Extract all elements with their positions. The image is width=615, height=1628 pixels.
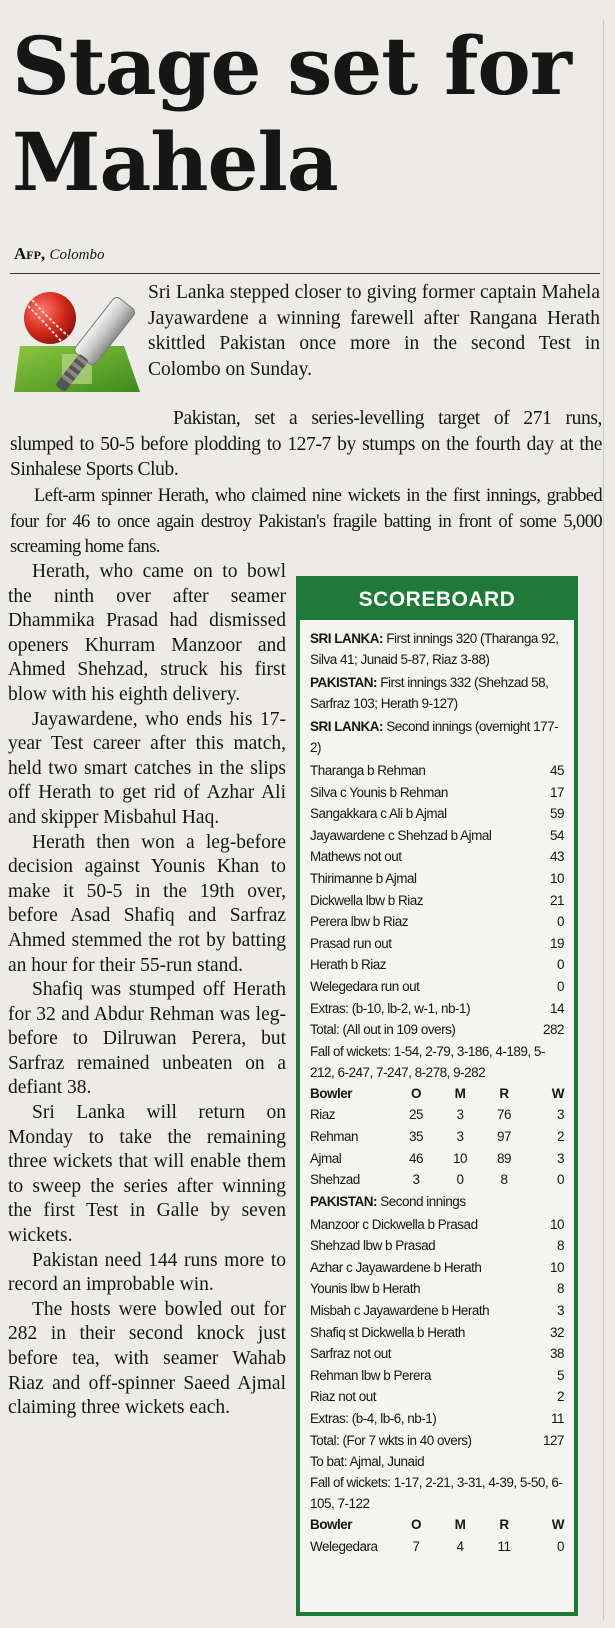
batting-row	[310, 890, 564, 912]
batter-entry: Silva c Younis b Rehman	[310, 784, 448, 800]
scoreboard-box	[296, 576, 578, 1616]
batter-entry: Rehman lbw b Perera	[310, 1367, 432, 1383]
bowling-header-cell: M	[454, 1517, 466, 1533]
batter-entry: Manzoor c Dickwella b Prasad	[310, 1216, 478, 1232]
batting-row	[310, 1365, 564, 1387]
batting-row	[310, 911, 564, 933]
batting-row	[310, 825, 564, 847]
scoreboard-title: SCOREBOARD	[300, 580, 574, 620]
batter-entry: Sangakkara c Ali b Ajmal	[310, 806, 447, 822]
runs: 0	[556, 957, 564, 973]
runs: 32	[549, 1324, 564, 1340]
bowling-cell: Rehman	[310, 1128, 359, 1144]
batting-row	[310, 933, 564, 955]
batting-row	[310, 1214, 564, 1236]
bowling-cell: Welegedara	[310, 1538, 378, 1554]
batting-row	[310, 976, 564, 998]
batter-entry: Mathews not out	[310, 849, 402, 865]
bowling-header-cell: W	[551, 1517, 564, 1533]
bowling-cell: 4	[456, 1538, 464, 1554]
batter-entry: Dickwella lbw b Riaz	[310, 892, 424, 908]
batter-entry: Prasad run out	[310, 935, 392, 951]
byline-agency: Afp,	[14, 244, 46, 263]
bowling-row	[310, 1148, 564, 1170]
runs: 127	[542, 1432, 564, 1448]
batting-row	[310, 1300, 564, 1322]
runs: 59	[549, 806, 564, 822]
bowling-cell: Riaz	[310, 1107, 336, 1123]
article-paragraph: Jayawardene, who ends his 17-year Test career after this match, held two smart catches in the slips off Herath to get rid of Azhar Ali and skipper Misbahul Haq.	[8, 708, 286, 828]
batter-entry: Herath b Riaz	[310, 957, 387, 973]
bowling-cell: 25	[408, 1107, 424, 1123]
batter-entry: Riaz not out	[310, 1389, 377, 1405]
bowling-cell: 35	[408, 1128, 424, 1144]
bowling-header-cell: M	[454, 1085, 466, 1101]
batter-entry: Total: (For 7 wkts in 40 overs)	[310, 1432, 472, 1448]
runs: 3	[556, 1303, 564, 1319]
team-name: PAKISTAN:	[310, 675, 377, 690]
runs: 14	[549, 1000, 564, 1016]
runs: 17	[549, 784, 564, 800]
batting-row	[310, 1235, 564, 1257]
runs: 8	[556, 1281, 564, 1297]
bowling-cell: 97	[496, 1128, 512, 1144]
runs: 282	[542, 1022, 564, 1038]
byline	[14, 244, 104, 264]
to-bat: To bat: Ajmal, Junaid	[310, 1454, 425, 1470]
bowling-row	[310, 1126, 564, 1148]
batter-entry: Perera lbw b Riaz	[310, 914, 409, 930]
runs: 54	[549, 827, 564, 843]
batter-entry: Younis lbw b Herath	[310, 1281, 421, 1297]
bowling-cell: 3	[412, 1172, 420, 1188]
bowling-row	[310, 1169, 564, 1191]
article-paragraph: Shafiq was stumped off Herath for 32 and Abdur Rehman was leg-before to Dilruwan Perera, but Sarfraz remained unbeaten on a defiant 38.	[8, 979, 286, 1099]
byline-city: Colombo	[49, 247, 105, 263]
bowling-header-cell: W	[551, 1085, 564, 1101]
article-paragraph: Pakistan, set a series-levelling target of 271 runs, slumped to 50-5 before plodding to 127-7 by stumps on the fourth day at the Sinhalese Sports Club.	[10, 408, 602, 480]
fall-of-wickets: Fall of wickets: 1-17, 2-21, 3-31, 4-39, 5-50, 6-105, 7-122	[310, 1475, 563, 1512]
bowling-header-cell: O	[410, 1517, 421, 1533]
runs: 8	[556, 1238, 564, 1254]
batting-row	[310, 1322, 564, 1344]
innings-summary: PAKISTAN: First innings 332 (Shehzad 58, Sarfraz 103; Herath 9-127)	[310, 675, 549, 711]
batter-entry: Shafiq st Dickwella b Herath	[310, 1324, 465, 1340]
article-column	[8, 560, 286, 1421]
bowling-header	[310, 1514, 564, 1536]
bowling-cell: 46	[408, 1150, 424, 1166]
column-rule	[603, 20, 604, 1620]
batter-entry: Thirimanne b Ajmal	[310, 870, 417, 886]
runs: 21	[549, 892, 564, 908]
bowling-cell: 10	[452, 1150, 468, 1166]
batter-entry: Total: (All out in 109 overs)	[310, 1022, 456, 1038]
innings-summary: SRI LANKA: First innings 320 (Tharanga 92, Silva 41; Junaid 5-87, Riaz 3-88)	[310, 631, 559, 667]
batting-row	[310, 1019, 564, 1041]
batter-entry: Tharanga b Rehman	[310, 763, 426, 778]
bowling-header-cell: R	[499, 1517, 509, 1533]
bowling-cell: 3	[556, 1107, 564, 1123]
bowling-cell: 0	[556, 1538, 564, 1554]
bowling-header-cell: Bowler	[310, 1517, 353, 1533]
runs: 0	[556, 978, 564, 994]
team-name: SRI LANKA:	[310, 631, 383, 646]
bowling-cell: 2	[556, 1128, 564, 1144]
batting-row	[310, 782, 564, 804]
batter-entry: Sarfraz not out	[310, 1346, 392, 1362]
batter-entry: Misbah c Jayawardene b Herath	[310, 1303, 490, 1319]
batter-entry: Shehzad lbw b Prasad	[310, 1238, 436, 1254]
batting-row	[310, 1278, 564, 1300]
cricket-ball-and-bat-icon	[14, 288, 144, 410]
batting-row	[310, 803, 564, 825]
article-paragraph: Pakistan need 144 runs more to record an improbable win.	[8, 1249, 286, 1296]
runs: 38	[549, 1346, 564, 1362]
runs: 10	[549, 1216, 564, 1232]
batting-row	[310, 954, 564, 976]
bowling-cell: Shehzad	[310, 1172, 360, 1188]
runs: 45	[549, 763, 564, 778]
article-paragraph: Herath, who came on to bowl the ninth over after seamer Dhammika Prasad had dismissed openers Khurram Manzoor and Ahmed Shehzad, struck his first blow with his eighth delivery.	[8, 561, 286, 705]
runs: 19	[549, 935, 564, 951]
bowling-cell: 3	[556, 1150, 564, 1166]
batter-entry: Extras: (b-10, lb-2, w-1, nb-1)	[310, 1000, 471, 1016]
scoreboard-body	[300, 620, 574, 1557]
bowling-header	[310, 1083, 564, 1105]
bowling-cell: Ajmal	[310, 1150, 342, 1166]
batting-row	[310, 1386, 564, 1408]
batting-row	[310, 1257, 564, 1279]
runs: 2	[556, 1389, 564, 1405]
innings-summary: PAKISTAN: Second innings	[310, 1193, 466, 1209]
runs: 10	[549, 870, 564, 886]
article-paragraph: Left-arm spinner Herath, who claimed nine wickets in the first innings, grabbed four for 46 to once again destroy Pakistan's fragile batting in front of some 5,000 screaming home fans.	[10, 486, 602, 557]
batting-row	[310, 1343, 564, 1365]
fall-of-wickets: Fall of wickets: 1-54, 2-79, 3-186, 4-189, 5-212, 6-247, 7-247, 8-278, 9-282	[310, 1043, 545, 1080]
bowling-cell: 0	[456, 1172, 464, 1188]
runs: 10	[549, 1259, 564, 1275]
headline: Stage set for Mahela	[12, 19, 571, 209]
batting-row	[310, 1430, 564, 1452]
batting-row	[310, 846, 564, 868]
innings-summary: SRI LANKA: Second innings (overnight 177-2)	[310, 719, 559, 755]
bowling-row	[310, 1104, 564, 1126]
batter-entry: Jayawardene c Shehzad b Ajmal	[310, 827, 492, 843]
lead-paragraph: Sri Lanka stepped closer to giving former captain Mahela Jayawardene a winning farewell after Rangana Herath skittled Pakistan once more in the second Test in Colombo on Sunday.	[148, 282, 600, 380]
bowling-cell: 3	[456, 1107, 464, 1123]
batter-entry: Extras: (b-4, lb-6, nb-1)	[310, 1411, 437, 1427]
bowling-header-cell: R	[499, 1085, 509, 1101]
batter-entry: Azhar c Jayawardene b Herath	[310, 1259, 482, 1275]
batting-row	[310, 998, 564, 1020]
team-name: SRI LANKA:	[310, 719, 383, 734]
batting-row	[310, 1408, 564, 1430]
article-paragraph: Herath then won a leg-before decision against Younis Khan to make it 50-5 in the 19th over, before Asad Shafiq and Sarfraz Ahmed stemmed the rot by batting an hour for their 55-run stand.	[8, 831, 286, 976]
bowling-cell: 3	[456, 1128, 464, 1144]
runs: 0	[556, 914, 564, 930]
bowling-row	[310, 1536, 564, 1558]
bowling-cell: 89	[496, 1150, 512, 1166]
runs: 43	[549, 849, 564, 865]
batting-row	[310, 760, 564, 782]
article-paragraph: The hosts were bowled out for 282 in their second knock just before tea, with seamer Wahab Riaz and off-spinner Saeed Ajmal claiming three wickets each.	[8, 1298, 286, 1419]
bowling-cell: 0	[556, 1172, 564, 1188]
bowling-cell: 11	[497, 1538, 511, 1554]
team-name: PAKISTAN:	[310, 1193, 377, 1209]
bowling-header-cell: Bowler	[310, 1085, 353, 1101]
runs: 11	[550, 1411, 564, 1427]
bowling-header-cell: O	[410, 1085, 421, 1101]
batter-entry: Welegedara run out	[310, 978, 420, 994]
article-paragraph: Sri Lanka will return on Monday to take the remaining three wickets that will enable them to sweep the series after winning the first Test in Galle by seven wickets.	[8, 1102, 286, 1247]
runs: 5	[556, 1367, 564, 1383]
batting-row	[310, 868, 564, 890]
byline-divider	[10, 273, 600, 274]
bowling-cell: 7	[412, 1538, 420, 1554]
bowling-cell: 76	[496, 1107, 512, 1123]
bowling-cell: 8	[500, 1172, 508, 1188]
